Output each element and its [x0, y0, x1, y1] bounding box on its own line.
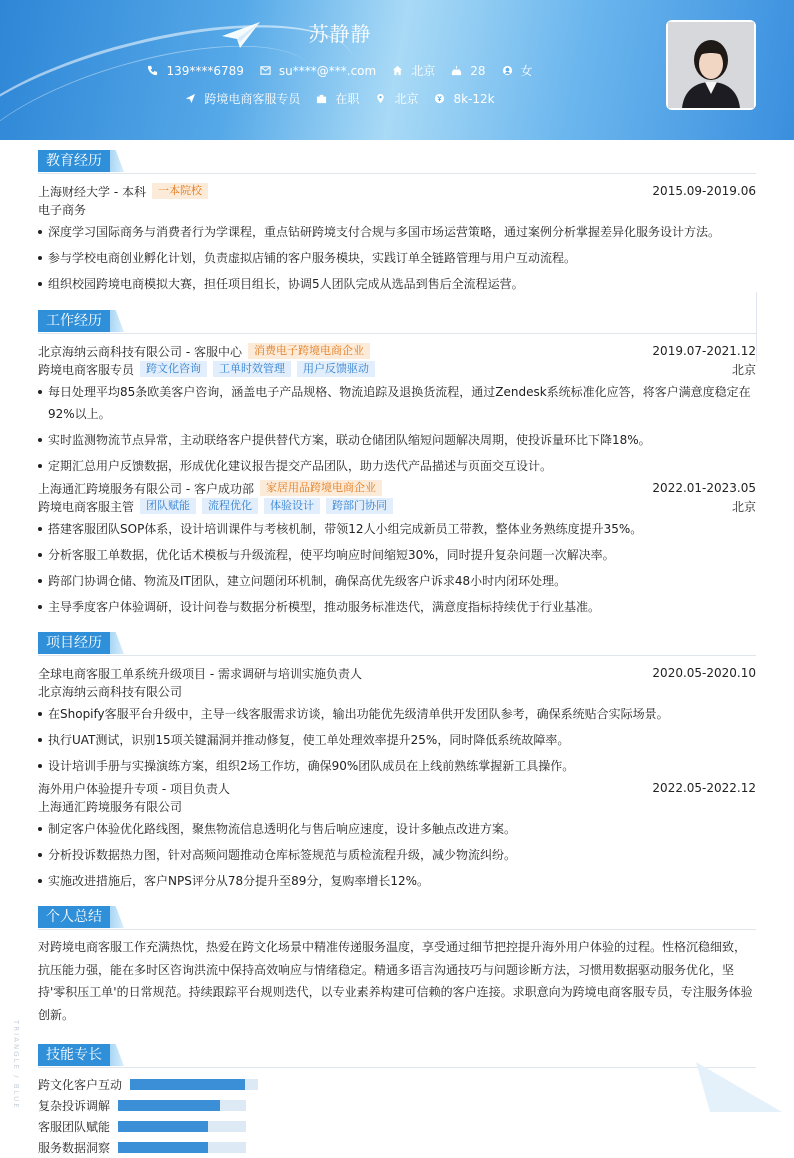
skill-bar-fill — [118, 1121, 208, 1132]
skill-tag: 流程优化 — [202, 498, 258, 514]
section-title-label: 工作经历 — [38, 310, 110, 332]
school-name: 上海财经大学 - 本科 — [38, 184, 146, 199]
list-item: 实施改进措施后，客户NPS评分从78分提升至89分，复购率增长12%。 — [38, 870, 756, 892]
skill-tag: 工单时效管理 — [213, 361, 291, 377]
skill-bar-fill — [118, 1100, 220, 1111]
project-company: 北京海纳云商科技有限公司 — [38, 684, 183, 699]
skill-tag: 用户反馈驱动 — [297, 361, 375, 377]
section-divider — [38, 1067, 756, 1068]
project-company-row — [38, 797, 756, 815]
list-item: 定期汇总用户反馈数据，形成优化建议报告提交产品团队，助力迭代产品描述与页面交互设计。 — [38, 455, 756, 477]
summary-text: 对跨境电商客服工作充满热忱，热爱在跨文化场景中精准传递服务温度，享受通过细节把控提升海外用户体验的过程。性格沉稳细致，抗压能力强，能在多时区咨询洪流中保持高效响应与情绪稳定。精通多语言沟通技巧与问题诊断方法，习惯用数据驱动服务优化，坚持'零积压工单'的日常规范。持续跟踪平台规则迭代，以专业素养构建可信赖的客户连接。求职意向为跨境电商客服专员，专注服务体验创新。 — [38, 940, 753, 1022]
job-header-row — [38, 342, 756, 360]
gender-text: 女 — [520, 64, 533, 78]
section-title — [38, 310, 756, 332]
section-title-label: 教育经历 — [38, 150, 110, 172]
section-divider — [38, 655, 756, 656]
project-entry — [38, 664, 756, 777]
job-bullets — [38, 381, 756, 477]
education-header-row — [38, 182, 756, 200]
project-header-row — [38, 779, 756, 797]
major-name: 电子商务 — [38, 202, 87, 217]
project-bullets — [38, 703, 756, 777]
city-text: 北京 — [411, 64, 436, 78]
job-entry — [38, 479, 756, 618]
skill-name: 客服团队赋能 — [38, 1120, 111, 1134]
email-item — [260, 64, 376, 78]
list-item: 搭建客服团队SOP体系，设计培训课件与考核机制，带领12人小组完成新员工带教，整体业务熟练度提升35%。 — [38, 518, 756, 540]
job-intent-row — [0, 90, 680, 107]
list-item: 在Shopify客服平台升级中，主导一线客服需求访谈，输出功能优先级清单供开发团队参考，确保系统贴合实际场景。 — [38, 703, 756, 725]
send-icon — [185, 93, 196, 104]
city-item — [392, 62, 435, 79]
section-divider — [38, 173, 756, 174]
skill-bar — [130, 1079, 258, 1090]
resume-header — [0, 0, 794, 140]
project-name: 全球电商客服工单系统升级项目 - 需求调研与培训实施负责人 — [38, 666, 362, 681]
section-title-tail — [110, 1044, 124, 1066]
company-tag: 消费电子跨境电商企业 — [248, 343, 370, 359]
list-item: 组织校园跨境电商模拟大赛，担任项目组长，协调5人团队完成从选品到售后全流程运营。 — [38, 273, 756, 295]
job-entry — [38, 342, 756, 477]
list-item: 分析客服工单数据，优化话术模板与升级流程，使平均响应时间缩短30%，同时提升复杂问题一次解决率。 — [38, 544, 756, 566]
email-text: su****@***.com — [278, 63, 377, 78]
skill-bar — [118, 1142, 246, 1153]
section-title — [38, 1044, 756, 1066]
company-name: 上海通汇跨境服务有限公司 - 客户成功部 — [38, 481, 254, 496]
projects-section — [38, 632, 756, 892]
status-text: 在职 — [335, 92, 360, 106]
section-title-tail — [110, 310, 124, 332]
salary-item — [434, 92, 494, 106]
work-section — [38, 310, 756, 618]
section-divider — [38, 929, 756, 930]
section-title-label: 项目经历 — [38, 632, 110, 654]
avatar-illustration — [668, 22, 754, 108]
skill-name: 跨文化客户互动 — [38, 1078, 123, 1092]
project-entry — [38, 779, 756, 892]
vertical-divider — [756, 292, 757, 362]
list-item: 分析投诉数据热力图，针对高频问题推动仓库标签规范与质检流程升级，减少物流纠纷。 — [38, 844, 756, 866]
skill-tag: 团队赋能 — [140, 498, 196, 514]
target-city-item — [375, 90, 418, 107]
location-pin-icon — [375, 93, 386, 104]
project-date: 2020.05-2020.10 — [652, 666, 756, 680]
skill-bar-fill — [118, 1142, 208, 1153]
target-city-text: 北京 — [394, 92, 419, 106]
school-tag: 一本院校 — [152, 183, 208, 199]
section-title-label: 个人总结 — [38, 906, 110, 928]
phone-text: 139****6789 — [166, 63, 244, 78]
section-title-tail — [110, 632, 124, 654]
briefcase-icon — [316, 93, 327, 104]
skill-tag: 跨文化咨询 — [140, 361, 207, 377]
skill-tag: 跨部门协同 — [326, 498, 393, 514]
list-item: 制定客户体验优化路线图，聚焦物流信息透明化与售后响应速度，设计多触点改进方案。 — [38, 818, 756, 840]
job-role: 跨境电商客服专员 — [38, 362, 135, 377]
list-item: 主导季度客户体验调研，设计问卷与数据分析模型，推动服务标准迭代，满意度指标持续优于行业基准。 — [38, 596, 756, 618]
skill-bar — [118, 1121, 246, 1132]
position-text: 跨境电商客服专员 — [204, 92, 301, 106]
education-bullets — [38, 221, 756, 295]
candidate-name: 苏静静 — [308, 22, 372, 46]
summary-section — [38, 906, 756, 1026]
home-icon — [392, 65, 403, 76]
email-icon — [260, 65, 271, 76]
skills-section — [38, 1044, 756, 1158]
project-name: 海外用户体验提升专项 - 项目负责人 — [38, 781, 230, 796]
job-date: 2019.07-2021.12 — [652, 344, 756, 358]
position-item — [185, 90, 300, 107]
job-role: 跨境电商客服主管 — [38, 499, 135, 514]
skill-item — [38, 1074, 398, 1095]
project-date: 2022.05-2022.12 — [652, 781, 756, 795]
project-bullets — [38, 818, 756, 892]
age-text: 28 — [470, 63, 486, 78]
section-divider — [38, 333, 756, 334]
status-item — [316, 90, 359, 107]
template-watermark: TRIANGLE / BLUE — [12, 1020, 20, 1110]
education-section — [38, 150, 756, 295]
company-name: 北京海纳云商科技有限公司 - 客服中心 — [38, 344, 242, 359]
skill-bar — [118, 1100, 246, 1111]
education-date: 2015.09-2019.06 — [652, 184, 756, 198]
skill-bar-fill — [130, 1079, 245, 1090]
age-item — [451, 64, 485, 78]
job-bullets — [38, 518, 756, 618]
list-item: 设计培训手册与实操演练方案，组织2场工作坊，确保90%团队成员在上线前熟练掌握新工具操作。 — [38, 755, 756, 777]
company-tag: 家居用品跨境电商企业 — [260, 480, 382, 496]
list-item: 跨部门协调仓储、物流及IT团队，建立问题闭环机制，确保高优先级客户诉求48小时内闭环处理。 — [38, 570, 756, 592]
skill-item — [38, 1137, 398, 1158]
decorative-corner-triangle — [696, 1062, 782, 1112]
cake-icon — [451, 65, 462, 76]
education-major-row — [38, 200, 756, 218]
coin-icon — [434, 93, 445, 104]
skill-item — [38, 1095, 398, 1116]
list-item: 深度学习国际商务与消费者行为学课程，重点钻研跨境支付合规与多国市场运营策略，通过案例分析掌握差异化服务设计方法。 — [38, 221, 756, 243]
list-item: 每日处理平均85条欧美客户咨询，涵盖电子产品规格、物流追踪及退换货流程，通过Zendesk系统标准化应答，将客户满意度稳定在92%以上。 — [38, 381, 756, 425]
gender-item — [502, 62, 533, 79]
section-title-tail — [110, 906, 124, 928]
salary-text: 8k-12k — [453, 91, 495, 106]
skill-name: 复杂投诉调解 — [38, 1099, 111, 1113]
job-role-row — [38, 497, 756, 515]
skills-list — [38, 1074, 756, 1158]
section-title — [38, 906, 756, 928]
contact-row — [0, 62, 680, 79]
section-title-label: 技能专长 — [38, 1044, 110, 1066]
job-location: 北京 — [731, 499, 756, 514]
job-date: 2022.01-2023.05 — [652, 481, 756, 495]
skill-item — [38, 1116, 398, 1137]
job-location: 北京 — [731, 362, 756, 377]
list-item: 参与学校电商创业孵化计划，负责虚拟店铺的客户服务模块，实践订单全链路管理与用户互动流程。 — [38, 247, 756, 269]
project-header-row — [38, 664, 756, 682]
skill-name: 服务数据洞察 — [38, 1141, 111, 1155]
section-title-tail — [110, 150, 124, 172]
phone-item — [147, 64, 243, 78]
section-title — [38, 150, 756, 172]
person-icon — [502, 65, 513, 76]
avatar-photo — [666, 20, 756, 110]
skill-tag: 体验设计 — [264, 498, 320, 514]
project-company: 上海通汇跨境服务有限公司 — [38, 799, 183, 814]
job-role-row — [38, 360, 756, 378]
job-header-row — [38, 479, 756, 497]
list-item: 实时监测物流节点异常，主动联络客户提供替代方案，联动仓储团队缩短问题解决周期，使投诉量环比下降18%。 — [38, 429, 756, 451]
project-company-row — [38, 682, 756, 700]
section-title — [38, 632, 756, 654]
list-item: 执行UAT测试，识别15项关键漏洞并推动修复，使工单处理效率提升25%，同时降低系统故障率。 — [38, 729, 756, 751]
phone-icon — [147, 65, 158, 76]
